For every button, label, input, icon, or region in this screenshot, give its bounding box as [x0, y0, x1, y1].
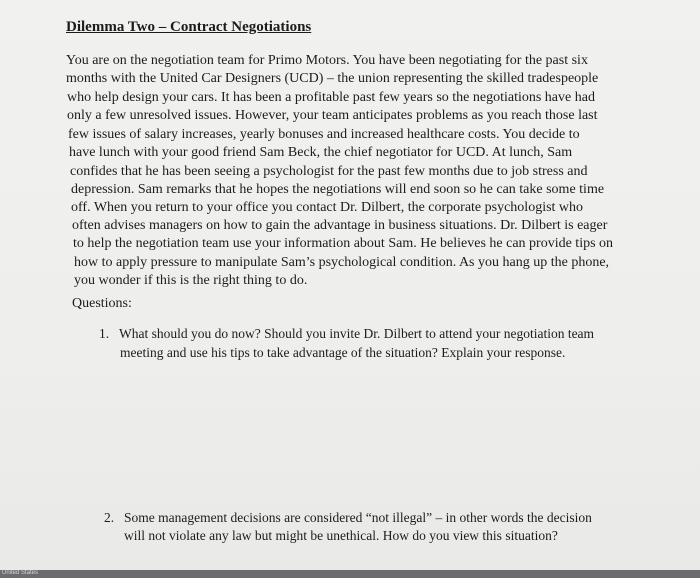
- question-number: 1.: [99, 326, 110, 341]
- paragraph-line: have lunch with your good friend Sam Beck, the chief negotiator for UCD. At lunch, Sam: [69, 145, 573, 160]
- question-line: will not violate any law but might be unethical. How do you view this situation?: [124, 528, 558, 543]
- paragraph-line: to help the negotiation team use your information about Sam. He believes he can provide tips on: [73, 236, 614, 251]
- paragraph-line: you wonder if this is the right thing to do.: [74, 273, 308, 288]
- paragraph-line: confides that he has been seeing a psychologist for the past few months due to job stress and: [70, 164, 588, 179]
- questions-heading: Questions:: [72, 296, 132, 311]
- paragraph-line: months with the United Car Designers (UCD) – the union representing the skilled tradespeople: [66, 71, 599, 86]
- paragraph-line: who help design your cars. It has been a profitable past few years so the negotiations have had: [67, 90, 595, 105]
- paragraph-line: depression. Sam remarks that he hopes the negotiations will end soon so he can take some time: [71, 182, 605, 197]
- paragraph-line: off. When you return to your office you contact Dr. Dilbert, the corporate psychologist who: [71, 200, 584, 215]
- bottom-edge: [0, 570, 700, 578]
- paragraph-line: how to apply pressure to manipulate Sam’s psychological condition. As you hang up the phone,: [74, 255, 610, 270]
- bottom-bar-text: United States: [2, 570, 39, 576]
- question-line: Some management decisions are considered “not illegal” – in other words the decision: [124, 510, 592, 525]
- paragraph-line: few issues of salary increases, yearly bonuses and increased healthcare costs. You decide to: [68, 127, 580, 142]
- paragraph-line: often advises managers on how to gain the advantage in business situations. Dr. Dilbert is eager: [72, 218, 608, 233]
- question-number: 2.: [104, 510, 115, 525]
- page-title: Dilemma Two – Contract Negotiations: [66, 19, 312, 35]
- question-line: meeting and use his tips to take advantage of the situation? Explain your response.: [120, 345, 566, 360]
- paragraph-line: You are on the negotiation team for Primo Motors. You have been negotiating for the past six: [66, 53, 588, 68]
- paragraph-line: only a few unresolved issues. However, your team anticipates problems as you reach those last: [67, 108, 598, 123]
- question-line: What should you do now? Should you invite Dr. Dilbert to attend your negotiation team: [119, 326, 595, 341]
